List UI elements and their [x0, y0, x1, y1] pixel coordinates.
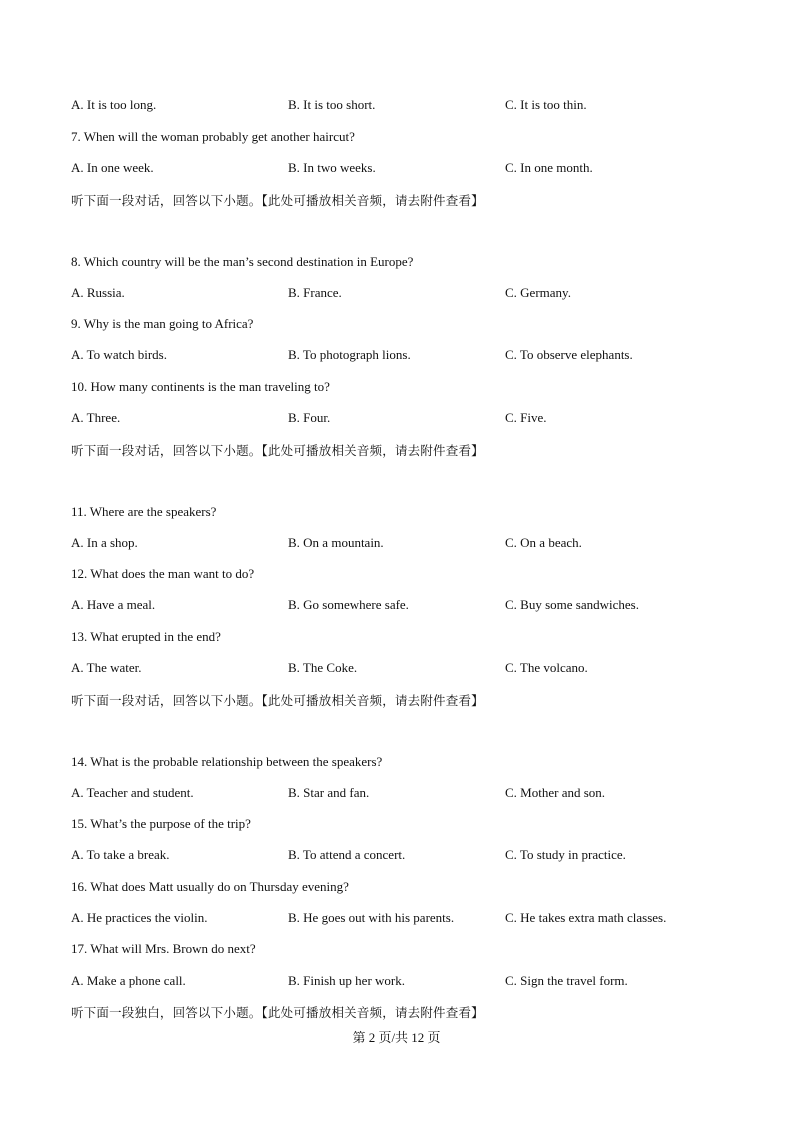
listening-instruction-3: 听下面一段对话，回答以下小题。【此处可播放相关音频，请去附件查看】 — [71, 693, 484, 708]
q6-options — [71, 97, 711, 117]
q14-option-a: A. Teacher and student. — [71, 785, 194, 800]
page-number: 第 2 页/共 12 页 — [352, 1030, 441, 1045]
q13-option-b: B. The Coke. — [288, 660, 358, 675]
q9-option-b: B. To photograph lions. — [288, 347, 411, 362]
q15-option-b: B. To attend a concert. — [288, 847, 406, 862]
q15-option-c: C. To study in practice. — [505, 847, 626, 862]
q17-option-b: B. Finish up her work. — [288, 973, 405, 988]
q11-option-c: C. On a beach. — [505, 535, 582, 550]
q15-text: 15. What’s the purpose of the trip? — [71, 816, 251, 831]
q15-options — [71, 847, 711, 867]
q8-text: 8. Which country will be the man’s second destination in Europe? — [71, 254, 414, 269]
q11-option-a: A. In a shop. — [71, 535, 138, 550]
listening-instruction-4: 听下面一段独白，回答以下小题。【此处可播放相关音频，请去附件查看】 — [71, 1005, 484, 1020]
q10-option-c: C. Five. — [505, 410, 547, 425]
q17-option-a: A. Make a phone call. — [71, 973, 186, 988]
q9-text: 9. Why is the man going to Africa? — [71, 316, 254, 331]
q16-option-a: A. He practices the violin. — [71, 910, 208, 925]
q13-options — [71, 660, 711, 680]
q6-option-a: A. It is too long. — [71, 97, 157, 112]
q10-text: 10. How many continents is the man traveling to? — [71, 379, 330, 394]
q11-option-b: B. On a mountain. — [288, 535, 384, 550]
q10-option-b: B. Four. — [288, 410, 331, 425]
q6-option-b: B. It is too short. — [288, 97, 376, 112]
q7-text: 7. When will the woman probably get another haircut? — [71, 129, 355, 144]
q11-options — [71, 535, 711, 555]
q16-option-b: B. He goes out with his parents. — [288, 910, 455, 925]
q9-option-c: C. To observe elephants. — [505, 347, 633, 362]
q12-options — [71, 597, 711, 617]
q17-text: 17. What will Mrs. Brown do next? — [71, 941, 256, 956]
q12-option-c: C. Buy some sandwiches. — [505, 597, 639, 612]
q14-option-c: C. Mother and son. — [505, 785, 606, 800]
q12-text: 12. What does the man want to do? — [71, 566, 255, 581]
q17-option-c: C. Sign the travel form. — [505, 973, 628, 988]
q8-options — [71, 285, 711, 305]
q6-option-c: C. It is too thin. — [505, 97, 587, 112]
q7-options — [71, 160, 711, 180]
q10-option-a: A. Three. — [71, 410, 121, 425]
listening-instruction-2: 听下面一段对话，回答以下小题。【此处可播放相关音频，请去附件查看】 — [71, 443, 484, 458]
q8-option-a: A. Russia. — [71, 285, 125, 300]
q9-option-a: A. To watch birds. — [71, 347, 167, 362]
q7-option-c: C. In one month. — [505, 160, 593, 175]
q7-option-b: B. In two weeks. — [288, 160, 376, 175]
q16-option-c: C. He takes extra math classes. — [505, 910, 667, 925]
q14-text: 14. What is the probable relationship between the speakers? — [71, 754, 383, 769]
q13-text: 13. What erupted in the end? — [71, 629, 221, 644]
q10-options — [71, 410, 711, 430]
q15-option-a: A. To take a break. — [71, 847, 170, 862]
listening-instruction-1: 听下面一段对话，回答以下小题。【此处可播放相关音频，请去附件查看】 — [71, 193, 484, 208]
q7-option-a: A. In one week. — [71, 160, 154, 175]
q13-option-a: A. The water. — [71, 660, 142, 675]
q17-options — [71, 973, 711, 993]
q13-option-c: C. The volcano. — [505, 660, 588, 675]
q14-option-b: B. Star and fan. — [288, 785, 370, 800]
q12-option-a: A. Have a meal. — [71, 597, 156, 612]
q9-options — [71, 347, 711, 367]
q12-option-b: B. Go somewhere safe. — [288, 597, 409, 612]
q16-options — [71, 910, 711, 930]
q14-options — [71, 785, 711, 805]
q8-option-c: C. Germany. — [505, 285, 571, 300]
q16-text: 16. What does Matt usually do on Thursday evening? — [71, 879, 349, 894]
q11-text: 11. Where are the speakers? — [71, 504, 217, 519]
q8-option-b: B. France. — [288, 285, 342, 300]
